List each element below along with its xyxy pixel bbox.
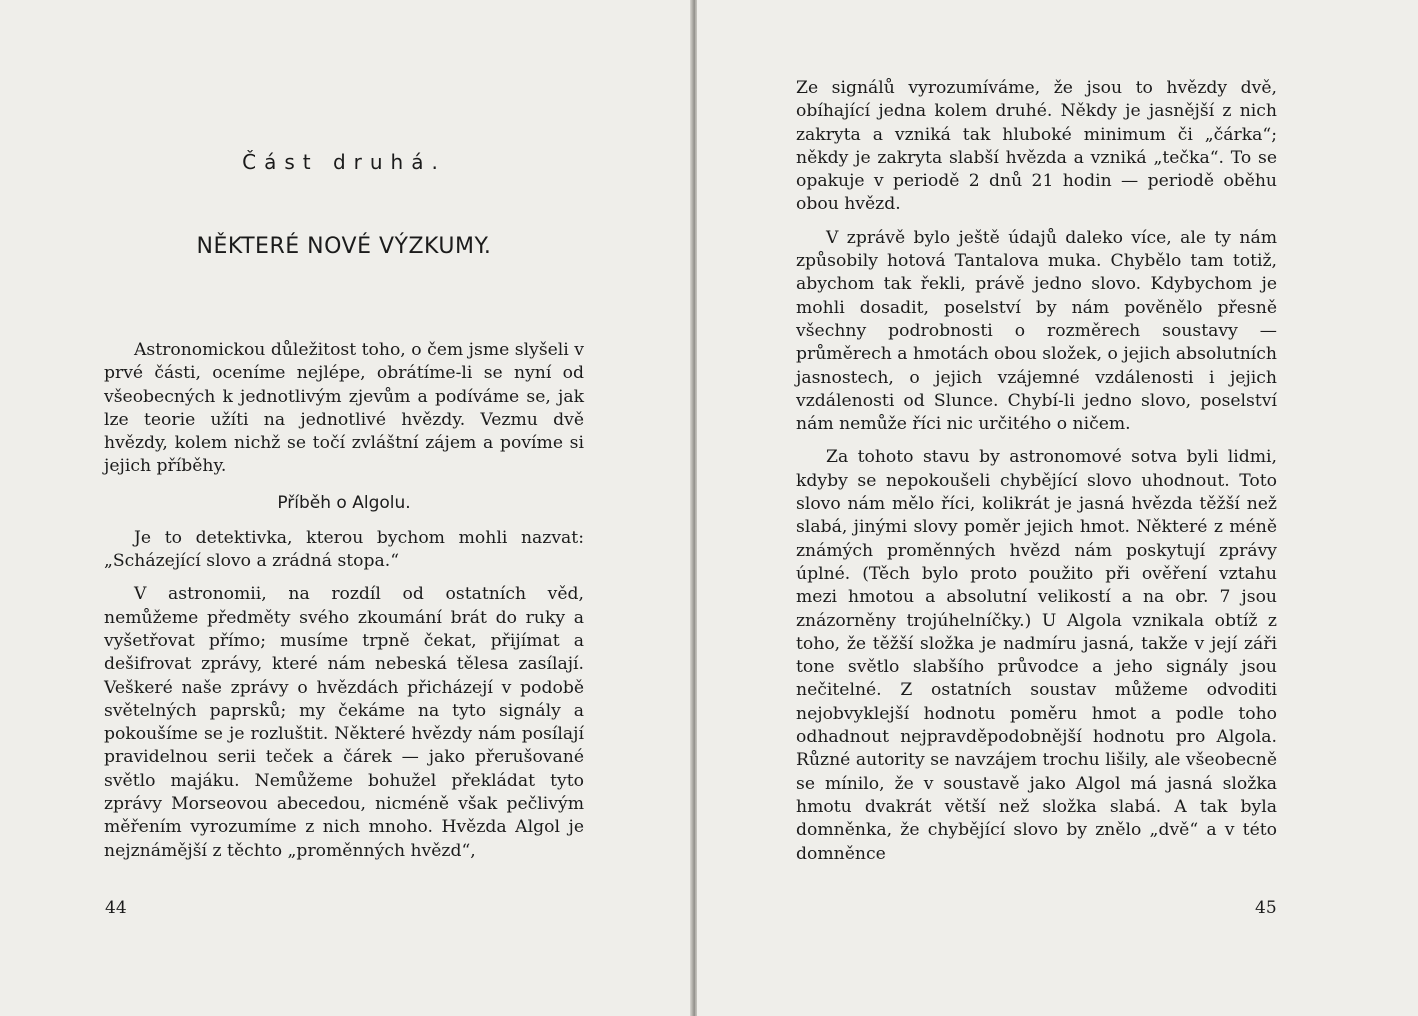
page-number-left: 44: [105, 898, 127, 918]
left-page: [0, 0, 694, 1016]
intro-paragraph: Astronomickou důležitost toho, o čem jsme slyšeli v prvé části, oceníme nejlépe, obrátíme-li se nyní od všeobecných k jednotlivým zjevům a podíváme se, jak lze teorie užíti na jednotlivé hvězdy. Vezmu dvě hvězdy, kolem nichž se točí zvláštní zájem a povíme si jejich příběhy.: [104, 340, 584, 477]
page-number-right: 45: [1255, 898, 1277, 918]
left-paragraph-2: Je to detektivka, kterou bychom mohli nazvat: „Scházející slovo a zrádná stopa.“: [104, 527, 584, 572]
section-title: Příběh o Algolu.: [277, 492, 411, 513]
right-text-block: [796, 77, 1277, 876]
left-paragraph-3: V astronomii, na rozdíl od ostatních věd, nemůžeme předměty svého zkoumání brát do ruky a vyšetřovat přímo; musíme trpně čekat, přijímat a dešifrovat zprávy, které nám nebeská tělesa zasílají. Veškeré naše zprávy o hvězdách přicházejí v podobě světelných paprsků; my čekáme na tyto signály a pokoušíme se je rozluštit. Některé hvězdy nám posílají pravidelnou serii teček a čárek — jako přerušované světlo majáku. Nemůžeme bohužel překládat tyto zprávy Morseovou abecedou, nicméně však pečlivým měřením vyrozumíme z nich mnoho. Hvězda Algol je nejznámější z těchto „proměnných hvězd“,: [104, 584, 584, 861]
right-paragraph-1: Ze signálů vyrozumíváme, že jsou to hvězdy dvě, obíhající jedna kolem druhé. Někdy je jasnější z nich zakryta a vzniká tak hluboké minimum či „čárka“; někdy je zakryta slabší hvězda a vzniká „tečka“. To se opakuje v periodě 2 dnů 21 hodin — periodě oběhu obou hvězd.: [796, 78, 1277, 215]
part-label: Část druhá.: [242, 150, 446, 174]
right-paragraph-2: V zprávě bylo ještě údajů daleko více, ale ty nám způsobily hotová Tantalova muka. Chybělo tam totiž, abychom tak řekli, právě jedno slovo. Kdybychom je mohli dosadit, poselství by nám pověnělo přesně všechny podrobnosti o rozměrech soustavy — průměrech a hmotách obou složek, o jejich absolutních jasnostech, o jejich vzájemné vzdálenosti i jejich vzdálenosti od Slunce. Chybí-li jedno slovo, poselství nám nemůže říci nic určitého o ničem.: [796, 227, 1277, 435]
right-paragraph-3: Za tohoto stavu by astronomové sotva byli lidmi, kdyby se nepokoušeli chybějící slovo uhodnout. Toto slovo nám mělo říci, kolikrát je jasná hvězda těžší než slabá, jinými slovy poměr jejich hmot. Některé z méně známých proměnných hvězd nám poskytují zprávy úplné. (Těch bylo proto použito při ověření vztahu mezi hmotou a absolutní velikostí a na obr. 7 jsou znázorněny trojúhelníčky.) U Algola vznikala obtíž z toho, že těžší složka je nadmíru jasná, takže v její záři tone světlo slabšího průvodce a jeho signály jsou nečitelné. Z ostatních soustav můžeme odvoditi nejobvyklejší hodnotu poměru hmot a podle toho odhadnout nejpravděpodobnější hodnotu pro Algola. Různé autority se navzájem trochu lišily, ale všeobecně se mínilo, že v soustavě jako Algol má jasná složka hmotu dvakrát větší než složka slabá. A tak byla domněnka, že chybějící slovo by znělo „dvě“ a v této domněnce: [796, 447, 1277, 864]
chapter-title: NĚKTERÉ NOVÉ VÝZKUMY.: [196, 234, 492, 259]
left-text-block: [104, 150, 584, 873]
right-page: [697, 0, 1418, 1016]
